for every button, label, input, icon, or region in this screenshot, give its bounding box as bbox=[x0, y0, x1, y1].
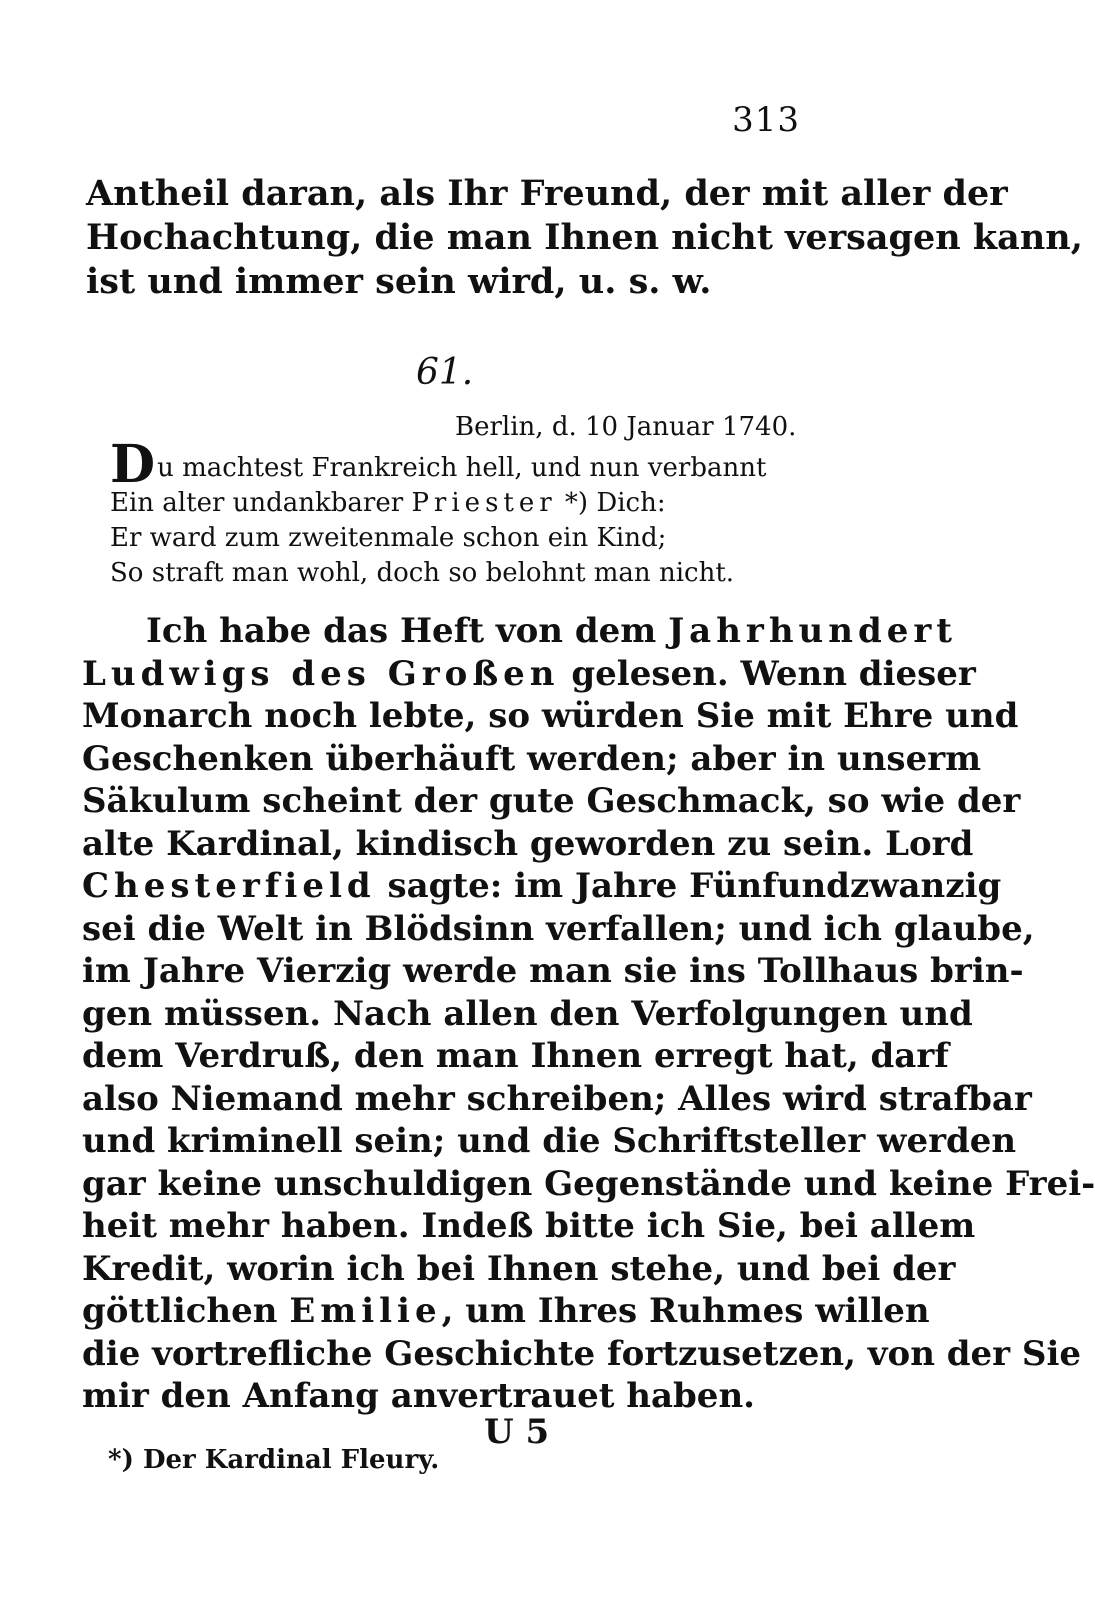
poem bbox=[110, 434, 770, 591]
text-line: also Niemand mehr schreiben; Alles wird strafbar bbox=[82, 1078, 1032, 1119]
text-line: Geschenken überhäuft werden; aber in unserm bbox=[82, 738, 982, 779]
text-line bbox=[82, 610, 958, 653]
text-line bbox=[82, 1290, 930, 1333]
spaced-word: Chesterfield bbox=[82, 866, 376, 906]
spaced-word: Priester bbox=[411, 488, 557, 518]
previous-letter-ending bbox=[86, 172, 1083, 304]
poem-text: *) Dich: bbox=[556, 488, 666, 518]
letter-body bbox=[82, 610, 1095, 1418]
text: gelesen. Wenn dieser bbox=[559, 653, 976, 694]
poem-text: u machtest Frankreich hell, und nun verbannt bbox=[157, 453, 767, 483]
spaced-word: Jahrhundert bbox=[668, 611, 958, 651]
poem-line: Er ward zum zweitenmale schon ein Kind; bbox=[110, 523, 667, 553]
text-line: und kriminell sein; und die Schriftsteller werden bbox=[82, 1121, 1017, 1161]
text-line: sei die Welt in Blödsinn verfallen; und ich glaube, bbox=[82, 908, 1035, 949]
text-line: Antheil daran, als Ihr Freund, der mit aller der bbox=[86, 173, 1008, 214]
spaced-word: Emilie bbox=[289, 1291, 442, 1331]
text-line: heit mehr haben. Indeß bitte ich Sie, bei allem bbox=[82, 1206, 976, 1246]
text: sagte: im Jahre Fünfundzwanzig bbox=[375, 866, 1002, 906]
text: göttlichen bbox=[82, 1291, 290, 1331]
poem-text: Ein alter undankbarer bbox=[110, 488, 412, 518]
signature-mark: U 5 bbox=[484, 1412, 550, 1452]
spaced-word: Ludwigs des Großen bbox=[82, 653, 560, 694]
text-line bbox=[82, 653, 976, 696]
text-line: im Jahre Vierzig werde man sie ins Tollhaus brin- bbox=[82, 951, 1024, 991]
text-line: Hochachtung, die man Ihnen nicht versagen kann, bbox=[86, 217, 1083, 258]
text-line bbox=[82, 865, 1002, 908]
text-line: die vortrefliche Geschichte fortzusetzen, von der Sie bbox=[82, 1333, 1082, 1374]
letter-number: 61. bbox=[416, 352, 474, 393]
text: Ich habe das Heft von dem bbox=[146, 611, 669, 651]
text-line: gen müssen. Nach allen den Verfolgungen und bbox=[82, 993, 973, 1034]
text-line: alte Kardinal, kindisch geworden zu sein. Lord bbox=[82, 823, 974, 864]
text-line: ist und immer sein wird, u. s. w. bbox=[86, 261, 712, 302]
text-line: dem Verdruß, den man Ihnen erregt hat, darf bbox=[82, 1036, 949, 1076]
page-number: 313 bbox=[732, 100, 800, 140]
text-line: Säkulum scheint der gute Geschmack, so wie der bbox=[82, 781, 1021, 821]
poem-line bbox=[110, 434, 770, 495]
footnote: *) Der Kardinal Fleury. bbox=[108, 1445, 440, 1475]
text-line: Monarch noch lebte, so würden Sie mit Ehre und bbox=[82, 696, 1019, 736]
poem-line: So straft man wohl, doch so belohnt man nicht. bbox=[110, 558, 735, 588]
drop-cap: D bbox=[110, 434, 156, 495]
text-line: Kredit, worin ich bei Ihnen stehe, und bei der bbox=[82, 1248, 956, 1289]
text-line: mir den Anfang anvertrauet haben. bbox=[82, 1376, 755, 1416]
poem-line bbox=[110, 486, 770, 521]
text-line: gar keine unschuldigen Gegenstände und keine Frei- bbox=[82, 1163, 1095, 1204]
text: , um Ihres Ruhmes willen bbox=[441, 1291, 930, 1331]
dateline: Berlin, d. 10 Januar 1740. bbox=[455, 412, 797, 442]
